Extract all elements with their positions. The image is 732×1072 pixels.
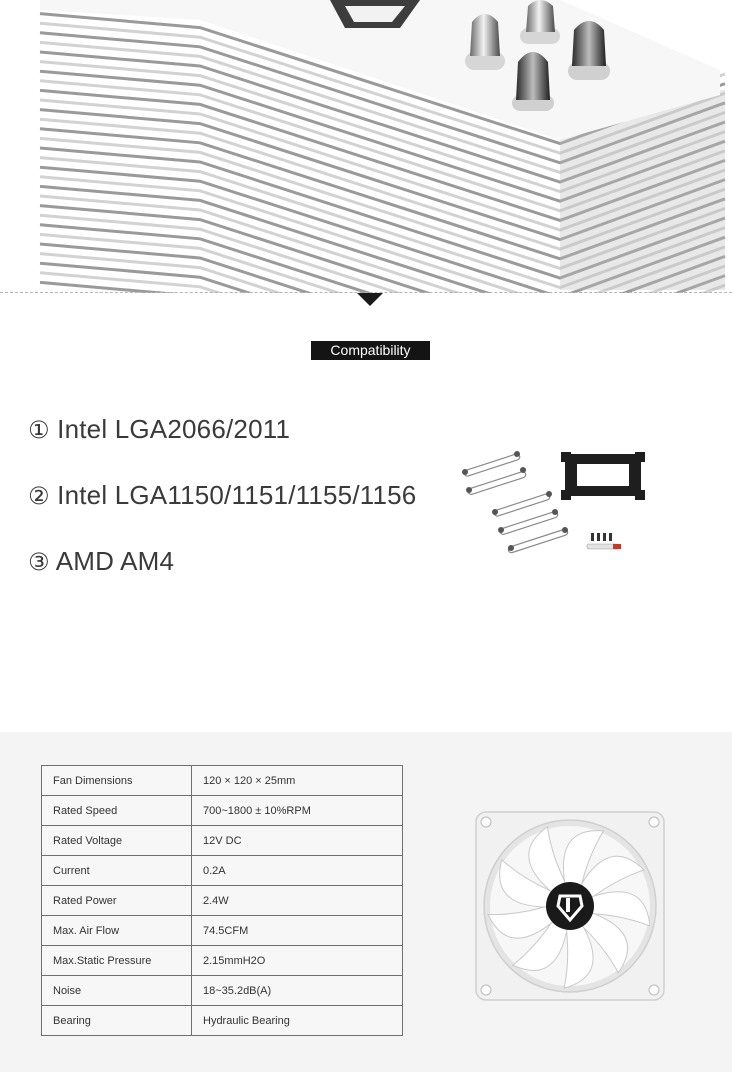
fan-image — [474, 810, 666, 1002]
spec-value: 18~35.2dB(A) — [192, 976, 403, 1006]
spec-label: Noise — [42, 976, 192, 1006]
compat-text: Intel LGA1150/1151/1155/1156 — [57, 480, 417, 510]
mounting-kit-image — [455, 440, 655, 560]
spec-value: 120 × 120 × 25mm — [192, 766, 403, 796]
compat-text: AMD AM4 — [55, 546, 175, 576]
table-row — [42, 766, 403, 796]
circled-number: ① — [28, 416, 50, 444]
spec-value: 2.4W — [192, 886, 403, 916]
spec-value: 12V DC — [192, 826, 403, 856]
spec-label: Max. Air Flow — [42, 916, 192, 946]
table-row — [42, 946, 403, 976]
arrow-down-icon — [357, 293, 383, 306]
spec-value: 0.2A — [192, 856, 403, 886]
spec-table — [41, 765, 403, 1036]
compat-item — [28, 544, 416, 610]
spec-label: Rated Power — [42, 886, 192, 916]
table-row — [42, 886, 403, 916]
spec-value: 74.5CFM — [192, 916, 403, 946]
table-row — [42, 1006, 403, 1036]
spec-label: Rated Speed — [42, 796, 192, 826]
spec-label: Max.Static Pressure — [42, 946, 192, 976]
compat-item — [28, 478, 416, 544]
circled-number: ③ — [28, 548, 50, 576]
compatibility-list — [28, 412, 416, 610]
heatsink-image — [0, 0, 732, 293]
table-row — [42, 796, 403, 826]
table-row — [42, 916, 403, 946]
compat-item — [28, 412, 416, 478]
spec-label: Fan Dimensions — [42, 766, 192, 796]
table-row — [42, 856, 403, 886]
spec-label: Current — [42, 856, 192, 886]
spec-value: 2.15mmH2O — [192, 946, 403, 976]
circled-number: ② — [28, 482, 50, 510]
compat-text: Intel LGA2066/2011 — [57, 414, 291, 444]
table-row — [42, 976, 403, 1006]
spec-value: Hydraulic Bearing — [192, 1006, 403, 1036]
compatibility-badge: Compatibility — [311, 341, 430, 360]
spec-label: Rated Voltage — [42, 826, 192, 856]
spec-label: Bearing — [42, 1006, 192, 1036]
table-row — [42, 826, 403, 856]
spec-value: 700~1800 ± 10%RPM — [192, 796, 403, 826]
heatsink-illustration — [0, 0, 732, 293]
